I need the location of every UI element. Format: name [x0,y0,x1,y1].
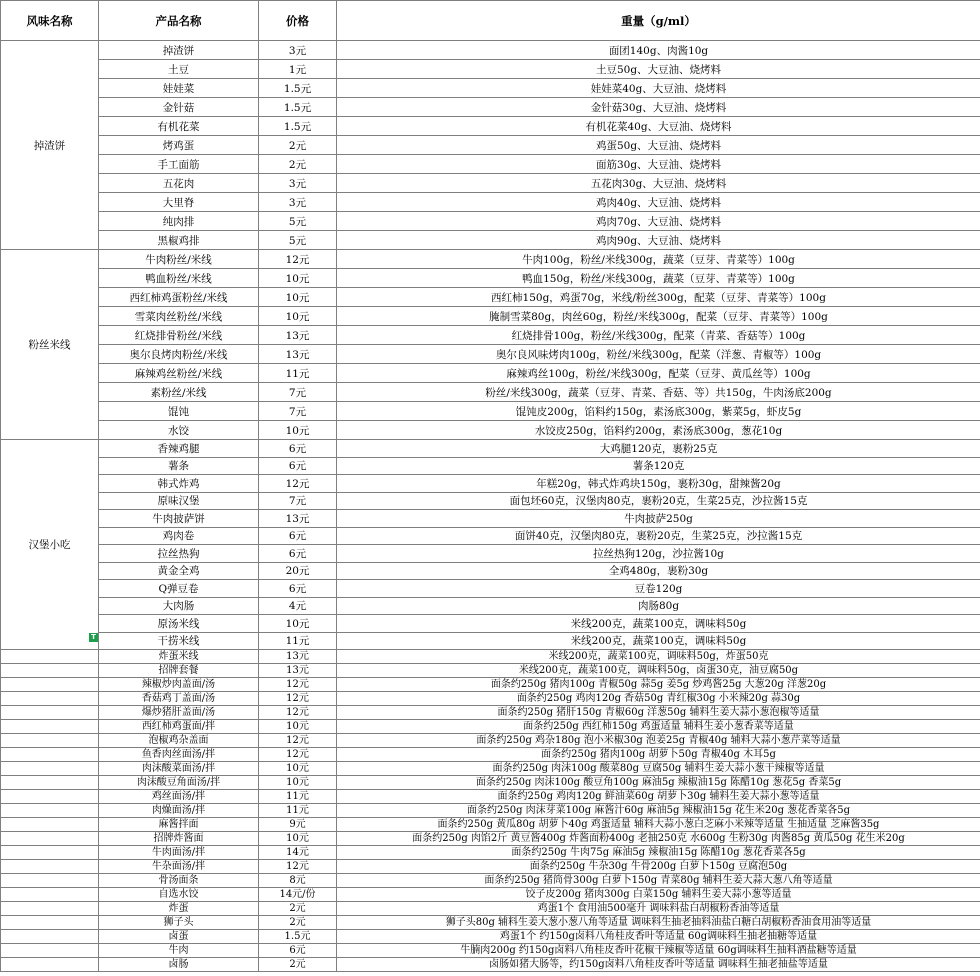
table-row [1,457,980,475]
weight-cell[interactable]: 狮子头80g 辅料生姜大葱小葱八角等适量 调味料生抽老抽料油盐白糖白胡椒粉香油食用油等适量 [337,916,980,930]
weight-cell[interactable]: 水饺皮250g，馅料约200g，素汤底300g，葱花10g [337,421,980,440]
price-cell[interactable]: 2元 [259,136,337,155]
weight-cell[interactable]: 鸡蛋1个 约150g卤料八角桂皮香叶等适量 60g调味料生抽老抽糖等适量 [337,930,980,944]
weight-cell[interactable]: 金针菇30g、大豆油、烧烤料 [337,98,980,117]
price-cell[interactable]: 10元 [259,832,337,846]
product-cell[interactable]: 土豆 [99,60,259,79]
weight-cell[interactable]: 米线200克，蔬菜100克，调味料50g [337,615,980,633]
product-cell[interactable]: 炸蛋米线 [99,650,259,664]
weight-cell[interactable]: 大鸡腿120克，裹粉25克 [337,440,980,458]
weight-cell[interactable]: 鸡肉40g、大豆油、烧烤料 [337,193,980,212]
weight-cell[interactable]: 面条约250g 猪肉100g 胡萝卜50g 青椒40g 木耳5g [337,748,980,762]
table-row [1,174,980,193]
price-cell[interactable]: 12元 [259,678,337,692]
product-cell[interactable]: 牛杂面汤/拌 [99,860,259,874]
weight-cell[interactable]: 有机花菜40g、大豆油、烧烤料 [337,117,980,136]
weight-cell[interactable]: 腌制雪菜80g，肉丝60g，粉丝/米线300g，配菜（豆芽、青菜等）100g [337,307,980,326]
product-cell[interactable]: 骨汤面条 [99,874,259,888]
flavor-cell[interactable] [1,944,99,958]
price-cell[interactable]: 3元 [259,41,337,60]
weight-cell[interactable]: 面团140g、肉酱10g [337,41,980,60]
header-price[interactable]: 价格 [259,1,337,41]
table-row [1,790,980,804]
table-row [1,650,980,664]
flavor-cell[interactable] [1,818,99,832]
price-cell[interactable]: 12元 [259,748,337,762]
table-row [1,60,980,79]
table-row [1,41,980,60]
price-cell[interactable]: 6元 [259,440,337,458]
table-row [1,860,980,874]
table-row [1,117,980,136]
product-cell[interactable]: 辣椒炒肉盖面/汤 [99,678,259,692]
price-cell[interactable]: 10元 [259,269,337,288]
price-cell[interactable]: 5元 [259,212,337,231]
table-row [1,818,980,832]
price-cell[interactable]: 11元 [259,364,337,383]
flavor-cell[interactable]: 掉渣饼 [1,41,99,250]
price-cell[interactable]: 1元 [259,60,337,79]
flavor-cell[interactable] [1,832,99,846]
price-cell[interactable]: 6元 [259,944,337,958]
table-row [1,136,980,155]
weight-cell[interactable]: 面筋30g、大豆油、烧烤料 [337,155,980,174]
product-cell[interactable]: 西红柿鸡蛋粉丝/米线 [99,288,259,307]
weight-cell[interactable]: 面条约250g 牛肉75g 麻油5g 辣椒油15g 陈醋10g 葱花香菜各5g [337,846,980,860]
product-cell[interactable]: 卤蛋 [99,930,259,944]
weight-cell[interactable]: 鸭血150g，粉丝/米线300g，蔬菜（豆芽、青菜等）100g [337,269,980,288]
weight-cell[interactable]: 面包坯60克，汉堡肉80克，裹粉20克，生菜25克，沙拉酱15克 [337,492,980,510]
weight-cell[interactable]: 粉丝/米线300g，蔬菜（豆芽、青菜、香菇、等）共150g，牛肉汤底200g [337,383,980,402]
table-row [1,804,980,818]
price-cell[interactable]: 7元 [259,492,337,510]
product-cell[interactable]: 纯肉排 [99,212,259,231]
weight-cell[interactable]: 面条约250g 猪肝150g 青椒60g 洋葱50g 辅料生姜大蒜小葱泡椒等适量 [337,706,980,720]
product-cell[interactable]: 掉渣饼 [99,41,259,60]
product-cell[interactable]: 原味汉堡 [99,492,259,510]
weight-cell[interactable]: 面条约250g 肉沫芽菜100g 麻酱汁60g 麻油5g 辣椒油15g 花生米20g 葱花香菜各5g [337,804,980,818]
price-cell[interactable]: 13元 [259,650,337,664]
table-row [1,720,980,734]
product-cell[interactable]: 烤鸡蛋 [99,136,259,155]
flavor-cell[interactable] [1,916,99,930]
weight-cell[interactable]: 娃娃菜40g、大豆油、烧烤料 [337,79,980,98]
price-cell[interactable]: 6元 [259,580,337,598]
price-cell[interactable]: 7元 [259,383,337,402]
price-cell[interactable]: 13元 [259,326,337,345]
weight-cell[interactable]: 牛肉披萨250g [337,510,980,528]
product-cell[interactable]: 西红柿鸡蛋面/拌 [99,720,259,734]
price-cell[interactable]: 2元 [259,958,337,972]
table-row [1,734,980,748]
product-cell[interactable]: 大里脊 [99,193,259,212]
table-row [1,944,980,958]
flavor-cell[interactable] [1,776,99,790]
weight-cell[interactable]: 米线200克，蔬菜100克，调味料50g，炸蛋50克 [337,650,980,664]
price-cell[interactable]: 2元 [259,902,337,916]
price-cell[interactable]: 13元 [259,664,337,678]
price-cell[interactable]: 10元 [259,288,337,307]
flavor-cell[interactable] [1,860,99,874]
product-cell[interactable]: 香辣鸡腿 [99,440,259,458]
flavor-cell[interactable] [1,650,99,664]
price-cell[interactable]: 7元 [259,402,337,421]
product-cell[interactable]: 炸蛋 [99,902,259,916]
product-cell[interactable]: 牛肉粉丝/米线 [99,250,259,269]
price-cell[interactable]: 11元 [259,804,337,818]
table-row [1,692,980,706]
price-cell[interactable]: 11元 [259,790,337,804]
weight-cell[interactable]: 面条约250g 鸡肉120g 香菇50g 青红椒30g 小米辣20g 蒜30g [337,692,980,706]
table-row [1,510,980,528]
flavor-cell[interactable] [1,678,99,692]
table-row [1,597,980,615]
product-cell[interactable]: 五花肉 [99,174,259,193]
weight-cell[interactable]: 红烧排骨100g，粉丝/米线300g，配菜（青菜、香菇等）100g [337,326,980,345]
weight-cell[interactable]: 卤肠如猪大肠等，约150g卤料八角桂皮香叶等适量 调味料生抽老抽盐等适量 [337,958,980,972]
table-row [1,307,980,326]
price-cell[interactable]: 6元 [259,545,337,563]
price-cell[interactable]: 20元 [259,562,337,580]
price-cell[interactable]: 12元 [259,692,337,706]
flavor-cell[interactable] [1,888,99,902]
product-cell[interactable]: 肉沫酸豆角面汤/拌 [99,776,259,790]
flavor-cell[interactable] [1,706,99,720]
table-row [1,250,980,269]
weight-cell[interactable]: 面条约250g 鸡肉120g 鲜油菜60g 胡萝卜30g 辅料生姜大蒜小葱等适量 [337,790,980,804]
price-cell[interactable]: 1.5元 [259,79,337,98]
product-cell[interactable]: 招牌炸酱面 [99,832,259,846]
product-cell[interactable]: 拉丝热狗 [99,545,259,563]
flavor-cell[interactable] [1,804,99,818]
weight-cell[interactable]: 面条约250g 黄瓜80g 胡萝卜40g 鸡蛋适量 辅料大蒜小葱白芝麻小米辣等适量 生抽适量 芝麻酱35g [337,818,980,832]
product-cell[interactable]: 有机花菜 [99,117,259,136]
product-cell[interactable]: 大肉肠 [99,597,259,615]
weight-cell[interactable]: 奥尔良风味烤肉100g，粉丝/米线300g，配菜（洋葱、青椒等）100g [337,345,980,364]
weight-cell[interactable]: 鸡蛋1个 食用油500毫升 调味料盐白胡椒粉香油等适量 [337,902,980,916]
weight-cell[interactable]: 拉丝热狗120g，沙拉酱10g [337,545,980,563]
product-cell[interactable]: Q弹豆卷 [99,580,259,598]
price-cell[interactable]: 6元 [259,527,337,545]
product-cell[interactable]: 招牌套餐 [99,664,259,678]
cell-marker-icon: T [89,633,98,642]
table-row [1,846,980,860]
flavor-cell[interactable]: 汉堡小吃 [1,440,99,650]
price-cell[interactable]: 12元 [259,706,337,720]
table-row [1,527,980,545]
table-row [1,326,980,345]
product-cell[interactable]: 自选水饺 [99,888,259,902]
price-cell[interactable]: 1.5元 [259,117,337,136]
weight-cell[interactable]: 豆卷120g [337,580,980,598]
product-cell[interactable]: 奥尔良烤肉粉丝/米线 [99,345,259,364]
product-cell[interactable]: 水饺 [99,421,259,440]
weight-cell[interactable]: 鸡肉90g、大豆油、烧烤料 [337,231,980,250]
price-cell[interactable]: 13元 [259,345,337,364]
price-cell[interactable]: 9元 [259,818,337,832]
weight-cell[interactable]: 五花肉30g、大豆油、烧烤料 [337,174,980,193]
table-row [1,475,980,493]
weight-cell[interactable]: 年糕20g，韩式炸鸡块150g，裹粉30g，甜辣酱20g [337,475,980,493]
table-row [1,402,980,421]
price-cell[interactable]: 12元 [259,860,337,874]
price-cell[interactable]: 5元 [259,231,337,250]
table-row [1,706,980,720]
price-cell[interactable]: 12元 [259,475,337,493]
product-cell[interactable]: 牛肉 [99,944,259,958]
product-cell[interactable]: 肉燥面汤/拌 [99,804,259,818]
product-cell[interactable]: 娃娃菜 [99,79,259,98]
weight-cell[interactable]: 面条约250g 西红柿150g 鸡蛋适量 辅料生姜小葱香菜等适量 [337,720,980,734]
table-row [1,193,980,212]
table-row [1,562,980,580]
weight-cell[interactable]: 面条约250g 牛杂30g 牛骨200g 白萝卜150g 豆腐泡50g [337,860,980,874]
table-row [1,874,980,888]
product-cell[interactable]: 原汤米线 [99,615,259,633]
product-cell[interactable]: 黑椒鸡排 [99,231,259,250]
table-row [1,288,980,307]
price-cell[interactable]: 10元 [259,307,337,326]
table-row [1,902,980,916]
weight-cell[interactable]: 肉肠80g [337,597,980,615]
weight-cell[interactable]: 牛肉100g，粉丝/米线300g，蔬菜（豆芽、青菜等）100g [337,250,980,269]
price-cell[interactable]: 14元/份 [259,888,337,902]
price-cell[interactable]: 13元 [259,510,337,528]
flavor-cell[interactable]: 粉丝米线 [1,250,99,440]
product-cell[interactable]: 狮子头 [99,916,259,930]
table-row [1,155,980,174]
header-row [1,1,980,41]
table-row [1,492,980,510]
product-cell[interactable]: 卤肠 [99,958,259,972]
price-cell[interactable]: 3元 [259,174,337,193]
product-cell[interactable]: 鸭血粉丝/米线 [99,269,259,288]
price-cell[interactable]: 6元 [259,457,337,475]
table-row [1,364,980,383]
table-row [1,440,980,458]
price-cell[interactable]: 1.5元 [259,930,337,944]
weight-cell[interactable]: 馄饨皮200g，馅料约150g，素汤底300g，紫菜5g，虾皮5g [337,402,980,421]
flavor-cell[interactable] [1,874,99,888]
product-cell[interactable]: 馄饨 [99,402,259,421]
product-cell[interactable]: 干捞米线 [99,632,259,650]
product-cell[interactable]: 牛肉披萨饼 [99,510,259,528]
table-row [1,916,980,930]
weight-cell[interactable]: 面条约250g 猪肉100g 青椒50g 蒜5g 姜5g 炒鸡酱25g 大葱20g 洋葱20g [337,678,980,692]
weight-cell[interactable]: 米线200克，蔬菜100克，调味料50g [337,632,980,650]
product-cell[interactable]: 韩式炸鸡 [99,475,259,493]
price-cell[interactable]: 10元 [259,421,337,440]
weight-cell[interactable]: 麻辣鸡丝100g，粉丝/米线300g，配菜（豆芽、黄瓜丝等）100g [337,364,980,383]
price-cell[interactable]: 10元 [259,776,337,790]
product-cell[interactable]: 鱼香肉丝面汤/拌 [99,748,259,762]
price-cell[interactable]: 10元 [259,762,337,776]
table-row [1,545,980,563]
product-cell[interactable]: 鸡丝面汤/拌 [99,790,259,804]
flavor-cell[interactable] [1,734,99,748]
weight-cell[interactable]: 面条约250g 鸡杂180g 泡小米椒30g 泡姜25g 青椒40g 辅料大蒜小葱芹菜等适量 [337,734,980,748]
table-row [1,421,980,440]
weight-cell[interactable]: 面条约250g 肉沫100g 酸豆角100g 麻油5g 辣椒油15g 陈醋10g 葱花5g 香菜5g [337,776,980,790]
table-row [1,762,980,776]
table-row [1,888,980,902]
flavor-cell[interactable] [1,958,99,972]
table-row [1,776,980,790]
price-cell[interactable]: 2元 [259,916,337,930]
product-cell[interactable]: 金针菇 [99,98,259,117]
table-row [1,269,980,288]
weight-cell[interactable]: 西红柿150g，鸡蛋70g，米线/粉丝300g，配菜（豆芽、青菜等）100g [337,288,980,307]
table-row [1,98,980,117]
header-product[interactable]: 产品名称 [99,1,259,41]
flavor-cell[interactable] [1,902,99,916]
weight-cell[interactable]: 牛腩肉200g 约150g卤料八角桂皮香叶花椒干辣椒等适量 60g调味料生抽料酒盐糖等适量 [337,944,980,958]
table-row [1,632,980,650]
weight-cell[interactable]: 面条约250g 猪筒骨300g 白萝卜150g 青菜80g 辅料生姜大蒜大葱八角等适量 [337,874,980,888]
table-row [1,664,980,678]
table-row [1,580,980,598]
flavor-cell[interactable] [1,930,99,944]
header-flavor[interactable]: 风味名称 [1,1,99,41]
price-cell[interactable]: 11元 [259,632,337,650]
price-cell[interactable]: 2元 [259,155,337,174]
product-cell[interactable]: 牛肉面汤/拌 [99,846,259,860]
price-cell[interactable]: 10元 [259,615,337,633]
weight-cell[interactable]: 饺子皮200g 猪肉300g 白菜150g 辅料生姜大蒜小葱等适量 [337,888,980,902]
weight-cell[interactable]: 薯条120克 [337,457,980,475]
flavor-cell[interactable] [1,720,99,734]
price-cell[interactable]: 3元 [259,193,337,212]
flavor-cell[interactable] [1,846,99,860]
price-cell[interactable]: 1.5元 [259,98,337,117]
price-cell[interactable]: 14元 [259,846,337,860]
table-row [1,832,980,846]
weight-cell[interactable]: 土豆50g、大豆油、烧烤料 [337,60,980,79]
weight-cell[interactable]: 米线200克，蔬菜100克，调味料50g，卤蛋30克，油豆腐50g [337,664,980,678]
table-row [1,958,980,972]
product-cell[interactable]: 雪菜肉丝粉丝/米线 [99,307,259,326]
flavor-cell[interactable] [1,748,99,762]
price-cell[interactable]: 12元 [259,734,337,748]
price-cell[interactable]: 4元 [259,597,337,615]
table-row [1,678,980,692]
table-row [1,383,980,402]
product-cell[interactable]: 薯条 [99,457,259,475]
flavor-cell[interactable] [1,762,99,776]
product-cell[interactable]: 麻辣鸡丝粉丝/米线 [99,364,259,383]
price-cell[interactable]: 10元 [259,720,337,734]
product-cell[interactable]: 肉沫酸菜面汤/拌 [99,762,259,776]
table-row [1,345,980,364]
price-cell[interactable]: 8元 [259,874,337,888]
product-cell[interactable]: 泡椒鸡杂盖面 [99,734,259,748]
product-cell[interactable]: 鸡肉卷 [99,527,259,545]
table-row [1,212,980,231]
product-cell[interactable]: 麻酱拌面 [99,818,259,832]
sheet-body [1,41,980,972]
flavor-cell[interactable] [1,790,99,804]
table-row [1,748,980,762]
table-row [1,231,980,250]
weight-cell[interactable]: 面条约250g 肉沫100g 酸菜80g 豆腐50g 辅料生姜大蒜小葱干辣椒等适量 [337,762,980,776]
flavor-cell[interactable] [1,692,99,706]
product-cell[interactable]: 手工面筋 [99,155,259,174]
product-cell[interactable]: 红烧排骨粉丝/米线 [99,326,259,345]
product-cell[interactable]: 爆炒猪肝盖面/汤 [99,706,259,720]
weight-cell[interactable]: 面饼40克，汉堡肉80克，裹粉20克，生菜25克，沙拉酱15克 [337,527,980,545]
price-cell[interactable]: 12元 [259,250,337,269]
product-cell[interactable]: 黄金全鸡 [99,562,259,580]
product-cell[interactable]: 香菇鸡丁盖面/汤 [99,692,259,706]
product-cell[interactable]: 素粉丝/米线 [99,383,259,402]
table-row [1,79,980,98]
flavor-cell[interactable] [1,664,99,678]
header-weight[interactable]: 重量（g/ml） [337,1,980,41]
weight-cell[interactable]: 鸡蛋50g、大豆油、烧烤料 [337,136,980,155]
table-row [1,615,980,633]
weight-cell[interactable]: 全鸡480g，裹粉30g [337,562,980,580]
table-row [1,930,980,944]
weight-cell[interactable]: 鸡肉70g、大豆油、烧烤料 [337,212,980,231]
weight-cell[interactable]: 面条约250g 肉馅2斤 黄豆酱400g 炸酱面粉400g 老抽250克 水600g 生粉30g 肉酱85g 黄瓜50g 花生米20g [337,832,980,846]
